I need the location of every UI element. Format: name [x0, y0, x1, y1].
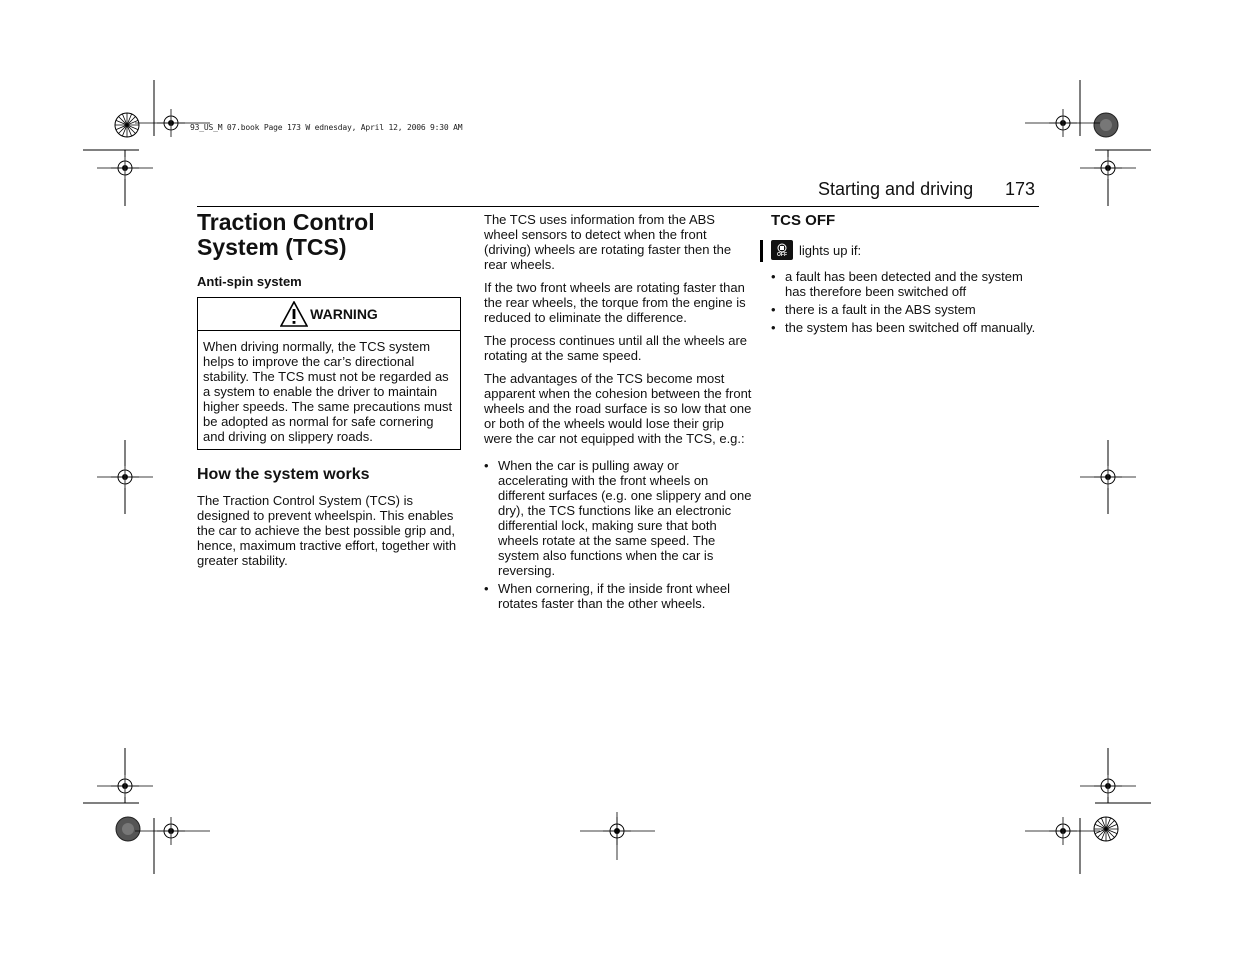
warning-triangle-icon [280, 301, 308, 327]
tcs-off-heading: TCS OFF [771, 212, 836, 229]
page-number: 173 [1005, 179, 1036, 199]
warning-header [198, 298, 460, 331]
print-slug: 93_US_M 07.book Page 173 W ednesday, April 12, 2006 9:30 AM [190, 123, 463, 132]
tcs-off-icon [771, 240, 793, 260]
warning-text: When driving normally, the TCS system helps to improve the car’s directional stability. The TCS must not be regarded as a system to enable the driver to maintain higher speeds. The same precautions must be adopted as normal for safe cornering and driving on slippery roads. [203, 339, 453, 444]
bullet-list [484, 458, 752, 611]
how-text: The Traction Control System (TCS) is designed to prevent wheelspin. This enables the car to achieve the best possible grip and, hence, maximum tractive effort, together with greater stability. [197, 493, 457, 568]
warning-box [197, 297, 461, 450]
bullet-list [771, 269, 1039, 335]
change-bar [760, 240, 763, 262]
indicator-line [771, 240, 1039, 260]
subtitle: Anti-spin system [197, 274, 302, 289]
left-column [197, 210, 462, 576]
paragraph: The advantages of the TCS become most apparent when the cohesion between the front wheels and the road surface is so low that one or both of the wheels would lose their grip were the car not equipped with the TCS, e.g.: [484, 371, 752, 446]
paragraph: The process continues until all the wheels are rotating at the same speed. [484, 333, 748, 363]
paragraph: If the two front wheels are rotating faster than the rear wheels, the torque from the engine is reduced to eliminate the difference. [484, 280, 746, 325]
paragraph: The TCS uses information from the ABS wheel sensors to detect when the front (driving) wheels are rotating faster then the rear wheels. [484, 212, 732, 272]
running-header-section: Starting and driving [818, 179, 974, 199]
list-item: • When the car is pulling away or accelerating with the front wheels on different surfaces (e.g. one slippery and one dry), the TCS functions like an electronic differential lock, making sure that both wheels rotate at the same speed. The system also functions when the car is reversing. [484, 458, 752, 578]
right-column [771, 212, 1039, 343]
page-title: Traction Control System (TCS) [197, 209, 375, 260]
list-item: • a fault has been detected and the system has therefore been switched off [771, 269, 1039, 299]
warning-label: WARNING [310, 305, 378, 322]
lights-up-text: lights up if: [799, 242, 862, 258]
how-heading: How the system works [197, 466, 370, 483]
list-item: • When cornering, if the inside front wheel rotates faster than the other wheels. [484, 581, 752, 611]
tcs-off-icon-label: OFF [777, 251, 787, 258]
tcs-car-icon [777, 243, 787, 253]
middle-column [484, 212, 752, 619]
header-rule [197, 206, 1039, 207]
list-item: • there is a fault in the ABS system [771, 302, 1039, 317]
list-item: • the system has been switched off manually. [771, 320, 1039, 335]
